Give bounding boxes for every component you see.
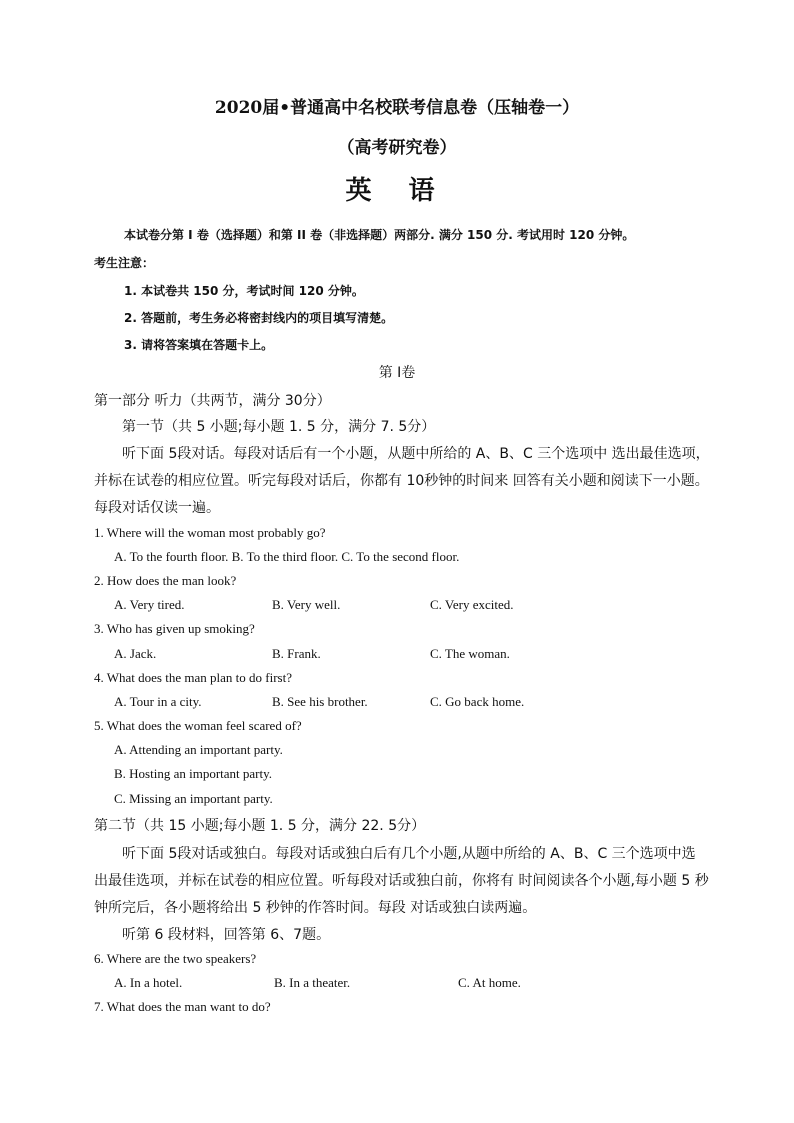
exam-subtitle: （高考研究卷） <box>337 138 457 158</box>
question-5: 5. What does the woman feel scared of? <box>94 718 302 733</box>
option-c: C. Missing an important party. <box>114 791 273 806</box>
option-b: B. Frank. <box>272 646 321 661</box>
section2-heading: 第二节（共 15 小题;每小题 1. 5 分，满分 22. 5分） <box>94 818 426 834</box>
subject-title: 英 语 <box>345 176 449 206</box>
option-a: A. Tour in a city. <box>114 694 202 709</box>
question-2: 2. How does the man look? <box>94 573 237 588</box>
exam-title: 2020届•普通高中名校联考信息卷（压轴卷一） <box>214 98 580 118</box>
option-c: C. Very excited. <box>430 597 514 612</box>
question-7: 7. What does the man want to do? <box>94 999 271 1014</box>
material-instruction: 听第 6 段材料，回答第 6、7题。 <box>122 927 331 943</box>
option-c: C. At home. <box>458 975 521 990</box>
section2-instructions: 听下面 5段对话或独白。每段对话或独白后有几个小题,从题中所给的 A、B、C 三个选项中选 <box>122 846 696 862</box>
option-a: A. Jack. <box>114 646 157 661</box>
notice-item: 1. 本试卷共 150 分，考试时间 120 分钟。 <box>124 284 364 298</box>
option-b: B. Hosting an important party. <box>114 766 273 781</box>
section1-instructions: 每段对话仅读一遍。 <box>94 500 220 516</box>
question-1: 1. Where will the woman most probably go? <box>94 525 326 540</box>
notice-item: 3. 请将答案填在答题卡上。 <box>124 338 274 352</box>
option-a: A. In a hotel. <box>114 975 183 990</box>
section1-heading: 第一节（共 5 小题;每小题 1. 5 分，满分 7. 5分） <box>122 419 436 435</box>
option-c: C. Go back home. <box>430 694 525 709</box>
part1-heading: 第一部分 听力（共两节，满分 30分） <box>94 393 331 409</box>
section1-instructions: 并标在试卷的相应位置。听完每段对话后，你都有 10秒钟的时间来 回答有关小题和阅读下一小题。 <box>94 473 709 489</box>
section2-instructions: 钟所完后，各小题将给出 5 秒钟的作答时间。每段 对话或独白读两遍。 <box>94 900 537 916</box>
volume-heading: 第 I卷 <box>378 365 416 381</box>
section2-instructions: 出最佳选项，并标在试卷的相应位置。听每段对话或独白前，你将有 时间阅读各个小题,每小题 5 秒 <box>94 873 709 889</box>
option-a: A. Attending an important party. <box>114 742 283 757</box>
question-3: 3. Who has given up smoking? <box>94 621 255 636</box>
option-a: A. Very tired. <box>114 597 185 612</box>
notice-label: 考生注意： <box>94 256 155 270</box>
exam-description: 本试卷分第 I 卷（选择题）和第 II 卷（非选择题）两部分. 满分 150 分. 考试用时 120 分钟。 <box>124 228 635 242</box>
question-6: 6. Where are the two speakers? <box>94 951 257 966</box>
option-b: B. In a theater. <box>274 975 351 990</box>
section1-instructions: 听下面 5段对话。每段对话后有一个小题，从题中所给的 A、B、C 三个选项中 选出最佳选项， <box>122 446 710 462</box>
option-b: B. See his brother. <box>272 694 368 709</box>
option-c: C. The woman. <box>430 646 510 661</box>
question-1-options: A. To the fourth floor. B. To the third floor. C. To the second floor. <box>114 549 460 564</box>
notice-item: 2. 答题前，考生务必将密封线内的项目填写清楚。 <box>124 311 394 325</box>
question-4: 4. What does the man plan to do first? <box>94 670 292 685</box>
option-b: B. Very well. <box>272 597 341 612</box>
